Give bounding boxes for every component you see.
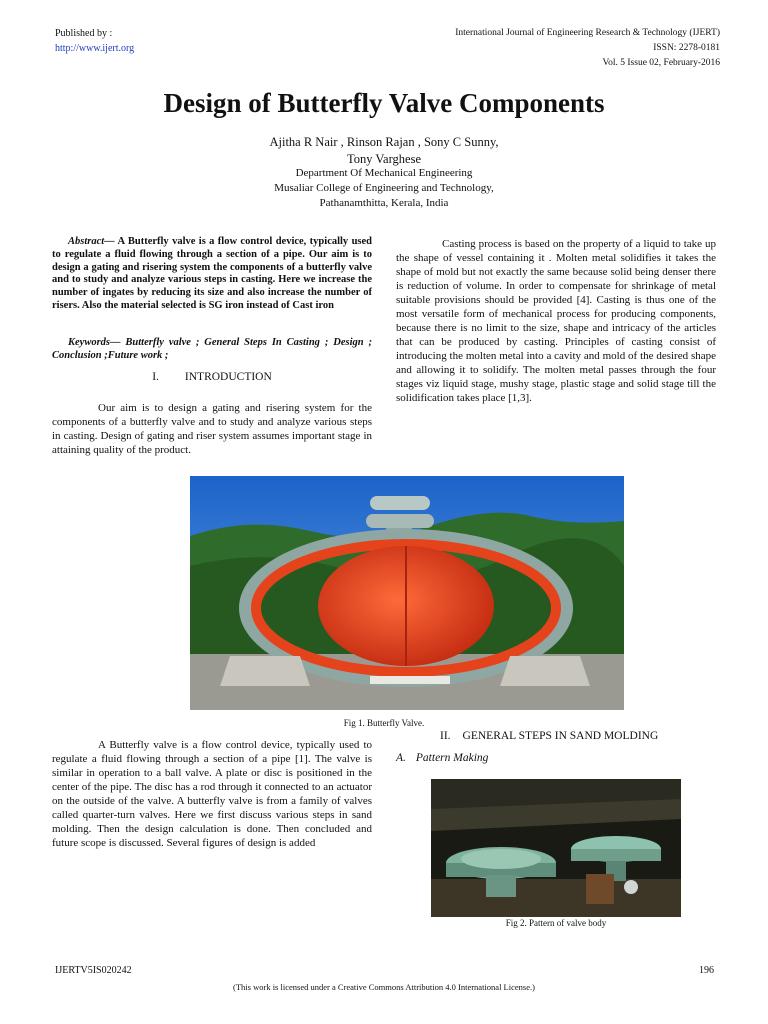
authors <box>0 134 768 167</box>
casting-text: Casting process is based on the property of a liquid to take up the shape of vessel containing it . Molten metal solidifies it takes the shape of mold but not exactly the same because solid being denser there is reduction of volume. In order to compensate for shrinkage of metal suitable provisions should be provided [4]. Casting is thus one of the most versatile form of mechanical process for producing components, because there is no limit to the size, shape and intricacy of the articles that can be produced by casting. Principles of casting consist of introducing the molten metal into a cavity and mold of the desired shape and allowing it to solidify. The molten metal passes through the four stages viz liquid stage, mushy stage, plastic stage and solid stage till the solidification takes place [1,3]. <box>396 238 716 404</box>
intro-paragraph <box>52 401 372 457</box>
license-notice: (This work is licensed under a Creative Commons Attribution 4.0 International License.) <box>233 982 535 992</box>
section-heading-sand-molding <box>440 730 658 742</box>
college: Musaliar College of Engineering and Technology, <box>274 182 494 194</box>
casting-paragraph <box>396 237 716 405</box>
section-title: GENERAL STEPS IN SAND MOLDING <box>462 730 659 742</box>
figure-1-caption: Fig 1. Butterfly Valve. <box>343 718 425 728</box>
figure-pattern-photo <box>431 779 681 917</box>
figure-2-caption: Fig 2. Pattern of valve body <box>505 918 607 928</box>
butterfly-valve-paragraph <box>52 738 372 850</box>
section-number: II. <box>440 730 451 742</box>
subsection-title: Pattern Making <box>415 752 489 764</box>
abstract-text: A Butterfly valve is a flow control device, typically used to regulate a fluid flowing through a section of a pipe. Our aim is to design a gating and risering system the components of a butterfly valve and to study and analyze various steps in casting. Here we increase the number of ingates by reducing its size and also increase the number of risers. Also the material selected is SG iron instead of Cast iron <box>52 236 372 311</box>
published-by: Published by : <box>55 28 113 39</box>
authors-line-1: Ajitha R Nair , Rinson Rajan , Sony C Sunny, <box>269 135 499 149</box>
abstract-label: Abstract— <box>68 236 115 247</box>
header-right <box>455 26 720 71</box>
intro-text: Our aim is to design a gating and risering system for the components of a butterfly valve and to study and analyze various steps in casting. Design of gating and riser system assumes important stage in attaining quality of the product. <box>52 402 372 456</box>
butterfly-valve-image <box>190 476 624 710</box>
keywords: Keywords— Butterfly valve ; General Steps In Casting ; Design ; Conclusion ;Future work ; <box>52 337 372 361</box>
paper-title: Design of Butterfly Valve Components <box>163 88 605 118</box>
section-heading-introduction <box>52 371 372 383</box>
butterfly-valve-text: A Butterfly valve is a flow control device, typically used to regulate a fluid flowing through a section of a pipe [1]. The valve is similar in operation to a ball valve. A plate or disc is positioned in the center of the pipe. The disc has a rod through it connected to an actuator on the outside of the valve. A butterfly valve is from a family of valves called quarter-turn valves. Here we first discuss various steps in sand molding. Then the design calculation is done. Then concluded and future scope is discussed. Several figures of design is added <box>52 739 372 849</box>
abstract <box>52 236 372 313</box>
paper-id: IJERTV5IS020242 <box>55 965 132 976</box>
section-number: I. <box>152 371 159 383</box>
subsection-number: A. <box>396 752 406 764</box>
section-title: INTRODUCTION <box>184 371 272 383</box>
subsection-heading-pattern-making <box>396 752 488 764</box>
journal-name: International Journal of Engineering Research & Technology (IJERT) <box>455 28 720 38</box>
authors-line-2: Tony Varghese <box>347 151 421 166</box>
location: Pathanamthitta, Kerala, India <box>319 197 449 209</box>
affiliation <box>0 166 768 211</box>
department: Department Of Mechanical Engineering <box>295 167 473 179</box>
figure-butterfly-valve-photo <box>190 476 624 710</box>
volume-issue: Vol. 5 Issue 02, February-2016 <box>602 58 720 68</box>
header-left <box>55 26 134 56</box>
valve-pattern-image <box>431 779 681 917</box>
issn: ISSN: 2278-0181 <box>653 43 720 53</box>
journal-url-link[interactable]: http://www.ijert.org <box>55 43 135 54</box>
page-number: 196 <box>699 965 714 976</box>
